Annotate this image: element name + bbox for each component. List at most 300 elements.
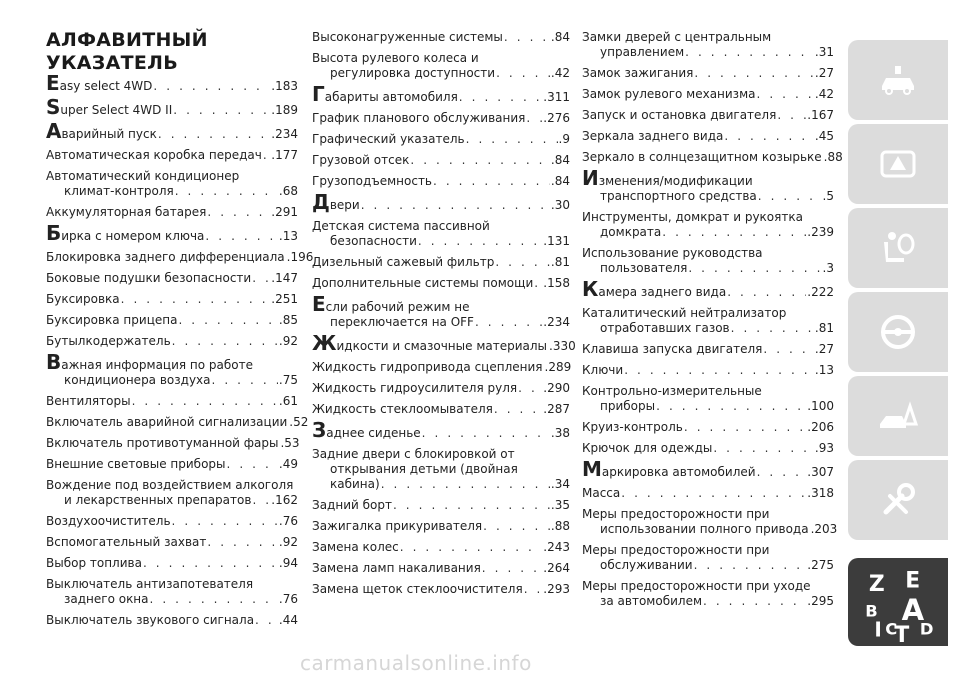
index-entry[interactable] <box>312 111 570 126</box>
dot-leader <box>121 292 271 307</box>
index-entry-text: Автоматическая коробка передач <box>46 148 262 162</box>
page-number: .177 <box>271 148 298 162</box>
dot-leader <box>381 477 550 492</box>
index-entry-text: Грузоподъемность <box>312 174 433 188</box>
index-entry-text: обслуживании <box>600 558 693 572</box>
index-entry[interactable] <box>582 277 834 301</box>
page-number: .44 <box>278 613 298 627</box>
index-entry-text: Включатель противотуманной фары <box>46 436 279 450</box>
page-number: .330 <box>549 339 576 353</box>
dot-leader <box>621 486 806 501</box>
dot-leader <box>482 561 542 576</box>
page-number: .76 <box>278 514 298 528</box>
index-initial-letter: Д <box>312 190 330 214</box>
index-entry[interactable] <box>46 148 298 163</box>
index-entry[interactable] <box>582 87 834 102</box>
index-entry-text: использовании полного привода <box>600 522 809 536</box>
page-number: .49 <box>278 457 298 471</box>
index-entry[interactable] <box>312 418 570 442</box>
index-entry[interactable] <box>312 255 570 270</box>
index-entry[interactable] <box>46 292 298 307</box>
page-number: .42 <box>814 87 834 101</box>
index-initial-letter: Г <box>312 82 325 106</box>
page-number: .222 <box>807 285 834 299</box>
index-entry-text: Задние двери с блокировкой от <box>312 447 515 461</box>
index-entry-text: Высоконагруженные системы <box>312 30 503 44</box>
index-entry-text: Замок рулевого механизма <box>582 87 756 101</box>
page-number: .13 <box>278 229 298 243</box>
index-entry[interactable] <box>46 221 298 245</box>
index-letter: T <box>894 623 910 642</box>
index-entry[interactable] <box>312 331 576 355</box>
page-number: .291 <box>271 205 298 219</box>
index-entry-text: управлением <box>600 45 685 59</box>
dot-leader <box>656 399 806 414</box>
page-number: .93 <box>814 441 834 455</box>
dot-leader <box>212 373 278 388</box>
index-entry-text: uper Select 4WD II <box>60 103 173 117</box>
index-entry[interactable] <box>582 66 834 81</box>
index-entry-text: Запуск и остановка двигателя <box>582 108 777 122</box>
page-number: .88 <box>550 519 570 533</box>
index-initial-letter: Е <box>312 292 326 316</box>
dot-leader <box>459 90 542 105</box>
index-entry[interactable] <box>582 166 834 204</box>
tab-dashboard-warnings[interactable] <box>848 124 948 204</box>
index-entry-text: Автоматический кондиционер <box>46 169 240 183</box>
page-number: .100 <box>807 399 834 413</box>
index-entry[interactable] <box>312 292 570 330</box>
index-entry-text: Воздухоочиститель <box>46 514 171 528</box>
index-entry-text: Жидкость гидроусилителя руля <box>312 381 518 395</box>
index-entry-text: аднее сиденье <box>326 426 421 440</box>
index-entry[interactable] <box>46 457 298 472</box>
page-number: .92 <box>278 334 298 348</box>
index-column-1 <box>46 29 314 634</box>
index-entry-text: Выбор топлива <box>46 556 142 570</box>
index-entry[interactable] <box>46 169 298 199</box>
index-entry-text: безопасности <box>330 234 417 248</box>
dot-leader <box>475 315 542 330</box>
index-entry-text: Блокировка заднего дифференциала <box>46 250 285 264</box>
page-number: .35 <box>550 498 570 512</box>
index-initial-letter: E <box>46 71 60 95</box>
index-entry-text: Масса <box>582 486 621 500</box>
chapter-tabs-sidebar <box>848 0 960 678</box>
page-number: .61 <box>278 394 298 408</box>
index-entry[interactable] <box>582 108 834 123</box>
index-entry-text: Вождение под воздействием алкоголя <box>46 478 294 492</box>
dot-leader <box>422 426 550 441</box>
dot-leader <box>410 153 550 168</box>
index-entry[interactable] <box>46 415 309 430</box>
page-number: .289 <box>544 360 572 374</box>
index-entry-text: Вспомогательный захват <box>46 535 207 549</box>
index-entry[interactable] <box>312 498 570 513</box>
index-letter: D <box>919 619 934 639</box>
dot-leader <box>685 45 814 60</box>
index-entry[interactable] <box>582 363 834 378</box>
tab-car-info[interactable] <box>848 40 948 120</box>
roadside-breakdown-icon <box>876 394 920 438</box>
dot-leader <box>763 342 814 357</box>
index-entry[interactable] <box>46 313 298 328</box>
index-letter: C <box>885 619 898 639</box>
index-entry-text: ирка с номером ключа <box>61 229 205 243</box>
index-entry[interactable] <box>46 436 298 451</box>
index-entry[interactable] <box>312 190 570 214</box>
dot-leader <box>158 127 270 142</box>
index-entry-text: Использование руководства <box>582 246 763 260</box>
page-number: .295 <box>807 594 834 608</box>
dot-leader <box>526 111 542 126</box>
dot-leader <box>400 540 543 555</box>
index-entry-text: Меры предосторожности при <box>582 507 770 521</box>
dot-leader <box>496 66 550 81</box>
index-entry-text: переключается на OFF <box>330 315 474 329</box>
index-entry-text: Меры предосторожности при уходе <box>582 579 811 593</box>
index-initial-letter: S <box>46 95 61 119</box>
page-number: .52 <box>289 415 309 429</box>
index-entry-text: Боковые подушки безопасности <box>46 271 252 285</box>
dot-leader <box>172 334 278 349</box>
page-number: .183 <box>271 79 298 93</box>
index-entry-text: пользователя <box>600 261 688 275</box>
index-entry[interactable] <box>312 402 570 417</box>
index-entry[interactable] <box>582 441 834 456</box>
page-number: .85 <box>278 313 298 327</box>
index-entry[interactable] <box>582 150 843 165</box>
dot-leader <box>132 394 278 409</box>
index-entry-text: приборы <box>600 399 656 413</box>
page-number: .307 <box>807 465 834 479</box>
dot-leader <box>433 174 550 189</box>
index-entry[interactable] <box>312 447 570 492</box>
dot-leader <box>175 184 278 199</box>
index-entry[interactable] <box>582 486 834 501</box>
index-entry-text: аркировка автомобилей <box>601 465 756 479</box>
dot-leader <box>534 276 542 291</box>
index-entry[interactable] <box>46 205 298 220</box>
page-number: .84 <box>550 30 570 44</box>
dot-leader <box>694 66 814 81</box>
index-entry-text: Жидкость гидропривода сцепления <box>312 360 543 374</box>
index-letter: Z <box>868 572 885 598</box>
dot-leader <box>662 225 806 240</box>
index-entry[interactable] <box>46 95 298 119</box>
watermark: carmanualsonline.info <box>300 651 532 675</box>
index-initial-letter: М <box>582 457 602 481</box>
page-number: .234 <box>271 127 298 141</box>
dot-leader <box>252 493 270 508</box>
dot-leader <box>494 402 542 417</box>
index-initial-letter: К <box>582 277 599 301</box>
page-number: .167 <box>807 108 834 122</box>
index-entry[interactable] <box>582 507 838 537</box>
index-entry[interactable] <box>46 250 314 265</box>
index-entry[interactable] <box>582 210 834 240</box>
dot-leader <box>727 285 806 300</box>
index-entry-text: Бутылкодержатель <box>46 334 171 348</box>
dot-leader <box>518 381 542 396</box>
tab-alphabetical-index[interactable] <box>848 558 948 646</box>
index-title: АЛФАВИТНЫЙ <box>46 29 208 51</box>
page-number: .3 <box>822 261 834 275</box>
dot-leader <box>495 255 550 270</box>
index-entry-text: Дизельный сажевый фильтр <box>312 255 495 269</box>
tab-driving[interactable] <box>848 292 948 372</box>
page-number: .293 <box>543 582 570 596</box>
index-entry[interactable] <box>312 519 570 534</box>
index-entry-text: варийный пуск <box>61 127 157 141</box>
index-entry-text: Зеркало в солнцезащитном козырьке <box>582 150 822 164</box>
index-initial-letter: В <box>46 350 62 374</box>
index-entry-text: Высота рулевого колеса и <box>312 51 479 65</box>
dot-leader <box>173 103 270 118</box>
dot-leader <box>143 556 278 571</box>
index-entry-text: Детская система пассивной <box>312 219 490 233</box>
index-entry-text: заднего окна <box>64 592 149 606</box>
index-entry-text: Зеркала заднего вида <box>582 129 724 143</box>
index-entry[interactable] <box>46 478 298 508</box>
index-entry-text: Грузовой отсек <box>312 153 410 167</box>
index-entry-text: Графический указатель <box>312 132 465 146</box>
index-entry-text: Контрольно-измерительные <box>582 384 762 398</box>
index-entry[interactable] <box>312 360 570 375</box>
page-number: .206 <box>807 420 834 434</box>
page-number: .243 <box>543 540 570 554</box>
index-entry-text: Замки дверей с центральным <box>582 30 772 44</box>
index-letter: B <box>865 601 878 621</box>
index-initial-letter: И <box>582 166 599 190</box>
page-number: .27 <box>814 66 834 80</box>
dot-leader <box>418 234 542 249</box>
car-info-icon <box>876 58 920 102</box>
dot-leader <box>252 271 270 286</box>
index-entry-text: зменения/модификации <box>598 174 753 188</box>
page-number: .84 <box>550 153 570 167</box>
dot-leader <box>504 30 550 45</box>
dot-leader <box>724 129 814 144</box>
dot-leader <box>483 519 550 534</box>
index-entry-text: Дополнительные системы помощи <box>312 276 534 290</box>
index-entry-text: Замена колес <box>312 540 399 554</box>
index-entry[interactable] <box>46 613 298 628</box>
page-number: .34 <box>550 477 570 491</box>
index-entry-text: Жидкость стеклоомывателя <box>312 402 493 416</box>
index-entry-text: Буксировка прицепа <box>46 313 178 327</box>
page-number: .38 <box>550 426 570 440</box>
dot-leader <box>207 205 270 220</box>
index-entry-text: отработавших газов <box>600 321 730 335</box>
index-entry[interactable] <box>46 271 298 286</box>
page-number: .158 <box>543 276 570 290</box>
index-entry-text: сли рабочий режим не <box>325 300 470 314</box>
dot-leader <box>731 321 814 336</box>
page-number: .276 <box>543 111 570 125</box>
index-entry-text: домкрата <box>600 225 662 239</box>
index-entry[interactable] <box>46 334 298 349</box>
index-entry-text: транспортного средства <box>600 189 757 203</box>
dot-leader <box>694 558 807 573</box>
index-entry-text: кондиционера воздуха <box>64 373 211 387</box>
dot-leader <box>263 148 270 163</box>
index-entry-text: ажная информация по работе <box>61 358 254 372</box>
page-number: .30 <box>550 198 570 212</box>
index-entry-text: Замена ламп накаливания <box>312 561 481 575</box>
index-initial-letter: З <box>312 418 327 442</box>
page-number: .81 <box>550 255 570 269</box>
page-number: .234 <box>543 315 570 329</box>
index-entry[interactable] <box>582 420 834 435</box>
index-entry-text: идкости и смазочные материалы <box>336 339 548 353</box>
index-entry-text: вери <box>329 198 360 212</box>
page-number: .251 <box>271 292 298 306</box>
index-entry[interactable] <box>312 174 570 189</box>
dot-leader <box>153 79 270 94</box>
index-title: УКАЗАТЕЛЬ <box>46 52 178 74</box>
index-initial-letter: Ж <box>312 331 337 355</box>
page-number: .75 <box>278 373 298 387</box>
index-entry[interactable] <box>582 543 834 573</box>
index-entry[interactable] <box>582 384 834 414</box>
index-entry[interactable] <box>582 457 834 481</box>
dot-leader <box>777 108 806 123</box>
page-number: .76 <box>278 592 298 606</box>
page-number: .94 <box>278 556 298 570</box>
index-entry[interactable] <box>312 582 570 597</box>
tab-emergency[interactable] <box>848 376 948 456</box>
index-initial-letter: Б <box>46 221 62 245</box>
index-entry[interactable] <box>582 579 834 609</box>
index-entry-text: кабина) <box>330 477 380 491</box>
dot-leader <box>703 594 806 609</box>
page-number: .13 <box>814 363 834 377</box>
index-entry[interactable] <box>312 381 570 396</box>
page-number: .196 <box>286 250 314 264</box>
index-initial-letter: А <box>46 119 62 143</box>
page-number: .45 <box>814 129 834 143</box>
index-entry[interactable] <box>312 30 570 45</box>
index-entry-text: asy select 4WD <box>59 79 153 93</box>
dot-leader <box>227 457 278 472</box>
index-entry[interactable] <box>582 306 834 336</box>
index-entry[interactable] <box>312 219 570 249</box>
page-number: .162 <box>271 493 298 507</box>
index-entry-text: Ключи <box>582 363 624 377</box>
index-entry[interactable] <box>46 119 298 143</box>
page-number: .92 <box>278 535 298 549</box>
index-entry-text: амера заднего вида <box>598 285 727 299</box>
page-number: .311 <box>543 90 570 104</box>
index-entry-text: Клавиша запуска двигателя <box>582 342 763 356</box>
page-number: .203 <box>810 522 838 536</box>
page-number: .5 <box>822 189 834 203</box>
tab-safety[interactable] <box>848 208 948 288</box>
page-number: .9 <box>558 132 570 146</box>
page-number: .84 <box>550 174 570 188</box>
dot-leader <box>172 514 278 529</box>
dot-leader <box>756 87 813 102</box>
index-entry[interactable] <box>312 132 570 147</box>
index-entry-text: открывания детьми (двойная <box>330 462 518 476</box>
index-entry-text: Выключатель антизапотевателя <box>46 577 254 591</box>
dot-leader <box>205 229 278 244</box>
index-entry[interactable] <box>46 535 298 550</box>
dot-leader <box>393 498 550 513</box>
index-entry-text: Каталитический нейтрализатор <box>582 306 787 320</box>
page-number: .31 <box>814 45 834 59</box>
index-entry[interactable] <box>312 51 570 81</box>
index-entry[interactable] <box>46 350 298 388</box>
index-entry-text: Круиз-контроль <box>582 420 683 434</box>
page-number: .290 <box>543 381 570 395</box>
dot-leader <box>713 441 814 456</box>
page-number: .27 <box>814 342 834 356</box>
dot-leader <box>178 313 277 328</box>
page-number: .131 <box>543 234 570 248</box>
page-number: .287 <box>543 402 570 416</box>
dot-leader <box>361 198 550 213</box>
index-entry[interactable] <box>312 540 570 555</box>
page-number: .264 <box>543 561 570 575</box>
page-number: .53 <box>280 436 300 450</box>
dot-leader <box>524 582 543 597</box>
page-number: .147 <box>271 271 298 285</box>
dot-leader <box>150 592 278 607</box>
page-number: .81 <box>814 321 834 335</box>
index-entry[interactable] <box>46 71 298 95</box>
page-number: .275 <box>807 558 834 572</box>
index-entry-text: Аккумуляторная батарея <box>46 205 207 219</box>
dot-leader <box>757 465 807 480</box>
index-entry[interactable] <box>46 577 298 607</box>
index-entry[interactable] <box>312 276 570 291</box>
wrench-tools-icon <box>876 478 920 522</box>
index-entry-text: Внешние световые приборы <box>46 457 226 471</box>
alphabetical-index-icon <box>858 562 938 642</box>
page-number: .68 <box>278 184 298 198</box>
index-entry[interactable] <box>312 153 570 168</box>
page-number: .189 <box>271 103 298 117</box>
index-entry-text: и лекарственных препаратов <box>64 493 252 507</box>
dot-leader <box>758 189 822 204</box>
index-entry-text: регулировка доступности <box>330 66 496 80</box>
index-letter: A <box>901 593 925 628</box>
index-entry-text: Меры предосторожности при <box>582 543 770 557</box>
steering-wheel-icon <box>876 310 920 354</box>
index-entry-text: Включатель аварийной сигнализации <box>46 415 288 429</box>
index-entry[interactable] <box>582 246 834 276</box>
dot-leader <box>207 535 278 550</box>
index-entry[interactable] <box>46 514 298 529</box>
index-entry-text: Задний борт <box>312 498 392 512</box>
index-entry-text: Вентиляторы <box>46 394 131 408</box>
index-entry[interactable] <box>46 556 298 571</box>
tab-maintenance[interactable] <box>848 460 948 540</box>
index-column-3 <box>582 30 843 615</box>
index-entry-text: климат-контроля <box>64 184 174 198</box>
index-entry[interactable] <box>312 561 570 576</box>
index-entry[interactable] <box>582 342 834 357</box>
index-entry-text: Инструменты, домкрат и рукоятка <box>582 210 803 224</box>
dashboard-warning-icon <box>876 142 920 186</box>
index-entry-text: Замена щеток стеклоочистителя <box>312 582 523 596</box>
index-entry[interactable] <box>582 30 834 60</box>
index-entry[interactable] <box>46 394 298 409</box>
index-entry[interactable] <box>312 82 570 106</box>
index-entry[interactable] <box>582 129 834 144</box>
